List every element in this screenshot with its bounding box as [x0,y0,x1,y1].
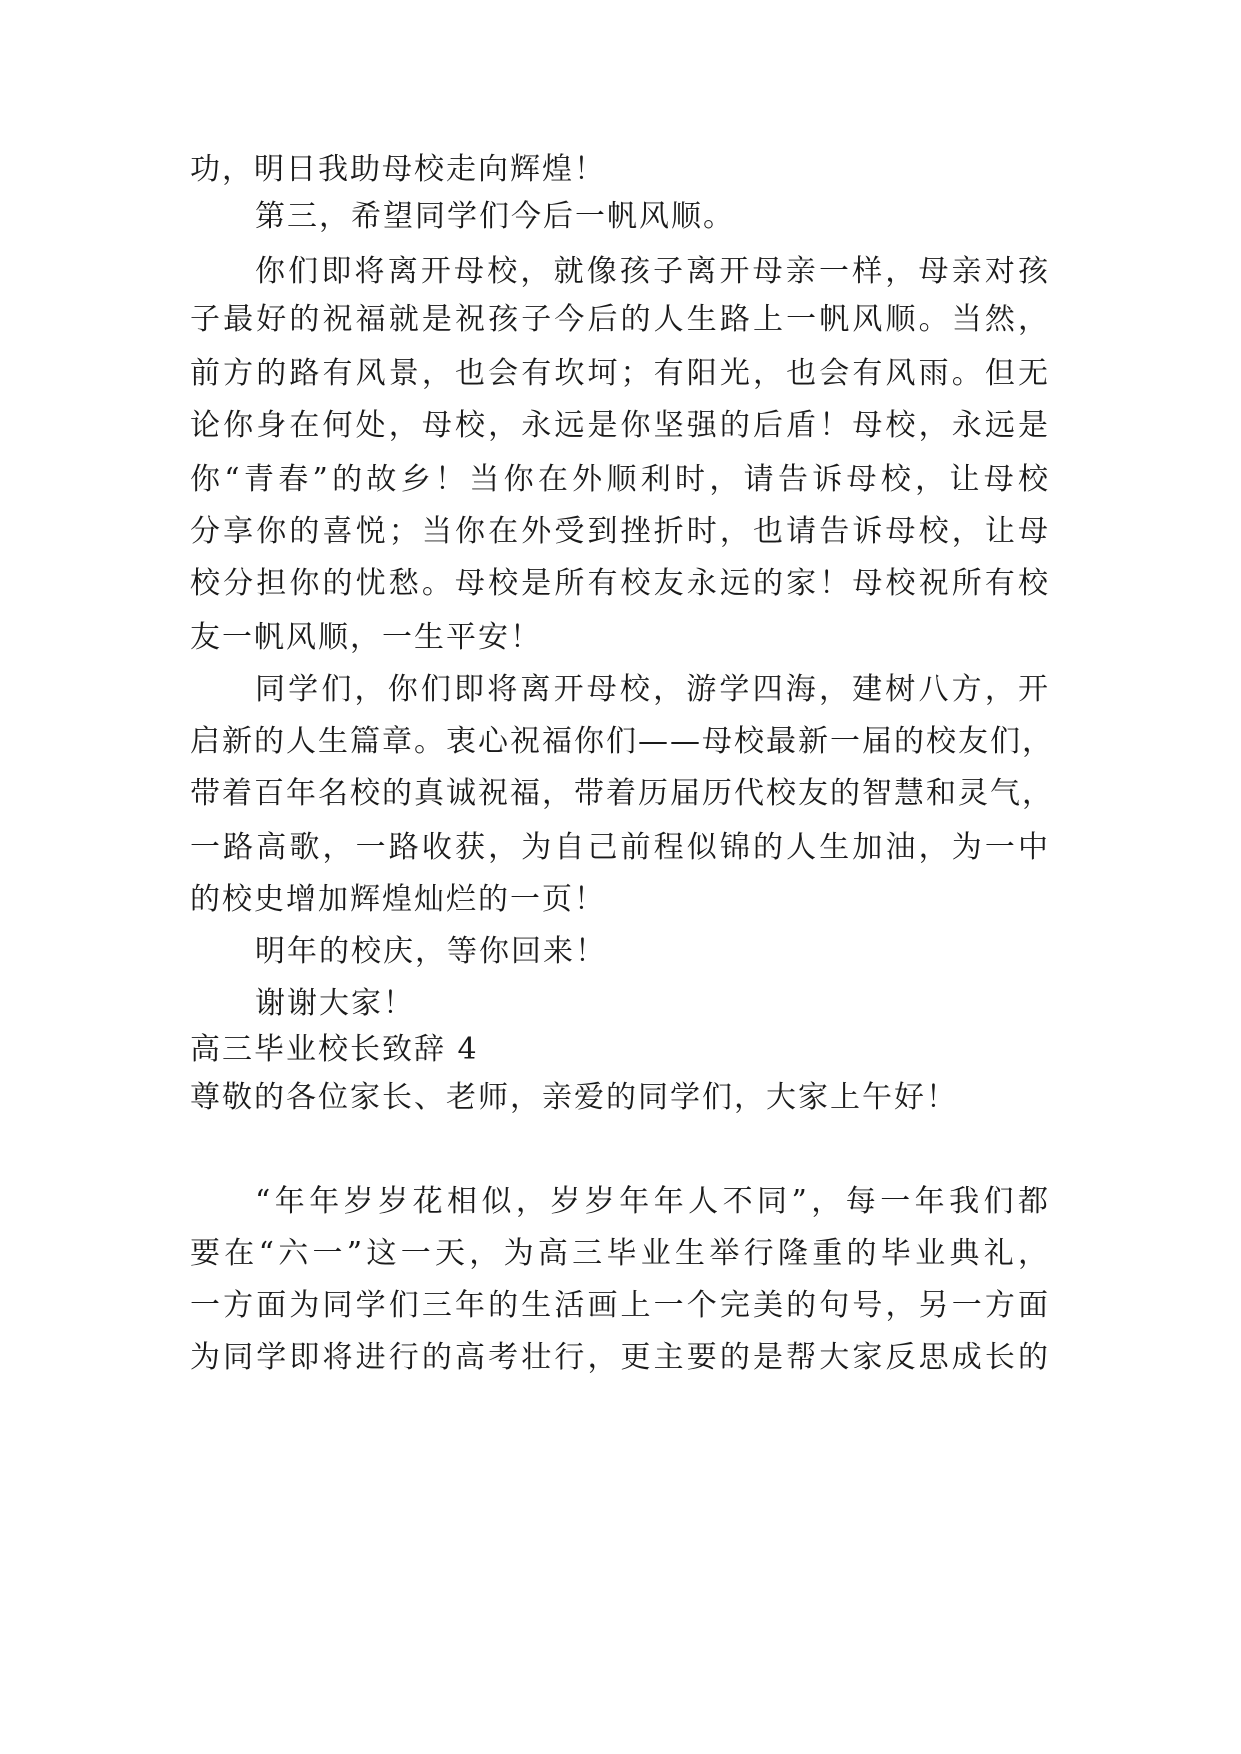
text-line: 你们即将离开母校，就像孩子离开母亲一样，母亲对孩 [255,254,1050,289]
salutation-line: 尊敬的各位家长、老师，亲爱的同学们，大家上午好！ [190,1080,958,1115]
section-heading: 高三毕业校长致辞 4 [190,1032,479,1067]
text-line: 明年的校庆，等你回来！ [255,934,607,969]
text-line: 分享你的喜悦；当你在外受到挫折时，也请告诉母校，让母 [190,514,1050,549]
text-line: 谢谢大家！ [255,986,415,1021]
text-line: 一方面为同学们三年的生活画上一个完美的句号，另一方面 [190,1288,1050,1323]
text-line: 要在“六一”这一天，为高三毕业生举行隆重的毕业典礼， [190,1236,1050,1271]
text-line: 为同学即将进行的高考壮行，更主要的是帮大家反思成长的 [190,1340,1050,1375]
text-line: 你“青春”的故乡！当你在外顺利时，请告诉母校，让母校 [190,462,1050,497]
text-line: 的校史增加辉煌灿烂的一页！ [190,882,606,917]
text-line: 友一帆风顺，一生平安！ [190,620,542,655]
text-line: 第三，希望同学们今后一帆风顺。 [255,199,735,234]
text-line: 功，明日我助母校走向辉煌！ [190,152,606,187]
text-line: 前方的路有风景，也会有坎坷；有阳光，也会有风雨。但无 [190,356,1050,391]
text-line: 启新的人生篇章。衷心祝福你们——母校最新一届的校友们， [190,724,1054,759]
text-line: 论你身在何处，母校，永远是你坚强的后盾！母校，永远是 [190,408,1050,443]
text-line: 一路高歌，一路收获，为自己前程似锦的人生加油，为一中 [190,830,1050,865]
text-line: 校分担你的忧愁。母校是所有校友永远的家！母校祝所有校 [190,566,1050,601]
text-line: 带着百年名校的真诚祝福，带着历届历代校友的智慧和灵气， [190,776,1054,811]
text-line: 同学们，你们即将离开母校，游学四海，建树八方，开 [255,672,1050,707]
text-line: “年年岁岁花相似，岁岁年年人不同”，每一年我们都 [255,1184,1050,1219]
text-line: 子最好的祝福就是祝孩子今后的人生路上一帆风顺。当然， [190,302,1050,337]
